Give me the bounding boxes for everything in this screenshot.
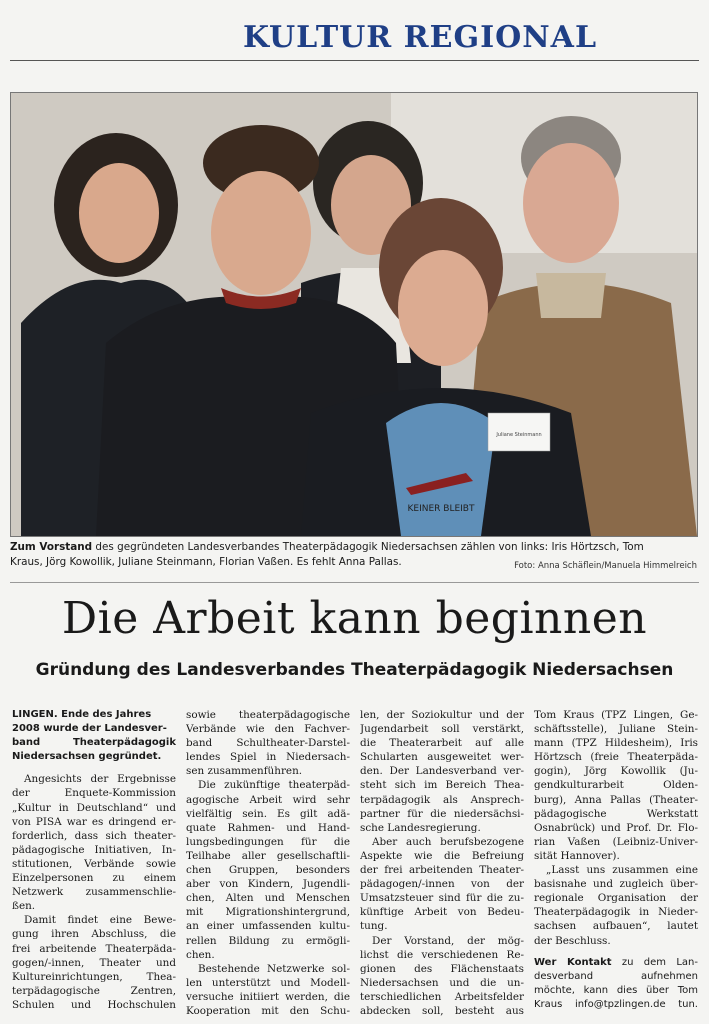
article-line: „Lasst uns zusammen eine	[546, 864, 698, 877]
article-line: lungsbedingungen für die	[186, 835, 350, 848]
article-line: gogin), Jörg Kowollik (Ju-	[534, 765, 698, 778]
article-line: gionen des Flächenstaats	[360, 962, 524, 975]
article-line: Osnabrück) und Prof. Dr. Flo-	[534, 821, 698, 834]
article-body	[12, 708, 698, 1020]
caption-line-1-text: des gegründeten Landesverbandes Theaterpädagogik Niedersachsen zählen von links: Iris Hörtzsch, Tom	[92, 541, 644, 553]
article-line: sität Hannover).	[534, 849, 620, 862]
article-line: Kraus info@tpzlingen.de tun.	[534, 998, 698, 1010]
group-photo-illustration	[11, 93, 697, 536]
header-rule	[10, 60, 699, 61]
article-line: sachsen aufbauen“, lautet	[534, 920, 698, 933]
article-line: Wer Kontakt zu dem Lan-	[534, 956, 698, 968]
section-header	[0, 0, 709, 64]
article-line: Einzelpersonen zu einem	[12, 872, 176, 885]
article-line: die Theaterarbeit auf alle	[360, 737, 524, 750]
article-line: der frei arbeitenden Theater-	[360, 864, 524, 877]
article-line: burg), Anna Pallas (Theater-	[534, 793, 698, 806]
article-line: gung ihren Abschluss, die	[12, 928, 176, 941]
article-line: Schulen und Hochschulen	[12, 998, 176, 1011]
article-line: forderlich, dass sich theater-	[12, 829, 176, 842]
article-line: ßen.	[12, 900, 36, 913]
article-line: der Enquete-Kommission	[12, 787, 176, 800]
article-line: vielfältig sein. Es gilt adä-	[186, 807, 350, 820]
article-line: partner für die niedersächsi-	[360, 807, 524, 820]
article-line: Bestehende Netzwerke sol-	[198, 962, 350, 975]
caption-lead: Zum Vorstand	[10, 541, 93, 553]
article-line: Aspekte wie die Befreiung	[360, 849, 524, 862]
article-line: versuche initiiert werden, die	[186, 990, 350, 1003]
article-line: rian Vaßen (Leibniz-Univer-	[534, 835, 698, 848]
article-line: sche Landesregierung.	[360, 821, 481, 834]
article-line: gogen/-innen, Theater und	[12, 956, 176, 969]
article-line: mann (TPZ Hildesheim), Iris	[534, 737, 698, 750]
article-line: Schularten ausgeweitet wer-	[360, 751, 524, 764]
article-line: der Beschluss.	[534, 934, 611, 947]
article-column-1	[12, 708, 176, 1020]
paragraph-gap	[534, 948, 698, 956]
article-line: basisnahe und zugleich über-	[534, 878, 698, 891]
article-line: von PISA war es dringend er-	[12, 815, 176, 828]
article-line: chen.	[186, 948, 215, 961]
article-line: Damit findet eine Bewe-	[24, 914, 176, 927]
article-line: lendes Spiel in Niedersach-	[186, 751, 350, 764]
article-line: Kooperation mit den Schu-	[186, 1004, 350, 1017]
group-photo	[10, 92, 698, 537]
article-line: Kultureinrichtungen, Thea-	[12, 970, 176, 983]
article-line: den. Der Landesverband ver-	[360, 765, 524, 778]
article-line: Tom Kraus (TPZ Lingen, Ge-	[534, 709, 698, 721]
article-line: Niedersachsen gegründet.	[12, 751, 162, 763]
article-line: Der Vorstand, der mög-	[372, 934, 524, 947]
article-column-3	[360, 708, 524, 1020]
article-line: quate Rahmen- und Hand-	[186, 821, 350, 834]
article-line: band Schultheater-Darstel-	[186, 737, 350, 750]
article-line: abdecken soll, besteht aus	[360, 1004, 524, 1017]
article-line: desverband aufnehmen	[534, 970, 698, 982]
article-subheadline: Gründung des Landesverbandes Theaterpädagogik Niedersachsen	[35, 660, 674, 680]
article-line: terschiedlichen Arbeitsfelder	[360, 990, 524, 1003]
article-line: Hörtzsch (freie Theaterpäda-	[534, 751, 698, 764]
article-line: regionale Organisation der	[534, 892, 698, 905]
article-line: sen zusammenführen.	[186, 765, 303, 778]
article-line: sowie theaterpädagogische	[186, 709, 350, 721]
article-line: LINGEN. Ende des Jahres	[12, 709, 152, 720]
article-line: Theaterpädagogik in Nieder-	[534, 906, 698, 919]
article-line: gendkulturarbeit Olden-	[534, 779, 698, 792]
article-line: chen, Alten und Menschen	[186, 892, 350, 905]
article-line: band Theaterpädagogik	[12, 737, 176, 749]
section-title: KULTUR REGIONAL	[243, 20, 598, 55]
separator-rule	[10, 582, 699, 583]
article-line: Netzwerk zusammenschlie-	[12, 886, 176, 899]
article-line: aber von Kindern, Jugendli-	[186, 878, 350, 891]
article-line: Die zukünftige theaterpäd-	[198, 779, 350, 792]
article-line: Niedersachsen und die un-	[360, 976, 524, 989]
article-line: schäftsstelle), Juliane Stein-	[534, 723, 698, 736]
article-line: lichst die verschiedenen Re-	[360, 948, 524, 961]
article-headline: Die Arbeit kann beginnen	[61, 593, 648, 644]
article-line: pädagogische Werkstatt	[534, 807, 698, 820]
article-line: terpädagogische Zentren,	[12, 984, 176, 997]
paragraph-gap	[12, 764, 176, 772]
article-column-2	[186, 708, 350, 1020]
article-line: Verbände wie den Fachver-	[186, 723, 350, 736]
article-line: len unterstützt und Modell-	[186, 976, 350, 989]
article-line: Jugendarbeit soll verstärkt,	[360, 723, 524, 736]
article-line: stitutionen, Verbände sowie	[12, 857, 176, 870]
caption-line-2: Kraus, Jörg Kowollik, Juliane Steinmann, Florian Vaßen. Es fehlt Anna Pallas.	[10, 556, 402, 568]
article-line: pädagogen/-innen von der	[360, 878, 524, 891]
article-line: Aber auch berufsbezogene	[372, 835, 524, 848]
article-line: len, der Soziokultur und der	[360, 709, 524, 721]
article-line: Teilhabe aller gesellschaftli-	[186, 849, 350, 862]
article-line: mit Migrationshintergrund,	[186, 906, 350, 919]
article-line: 2008 wurde der Landesver-	[12, 723, 167, 735]
article-line: möchte, kann dies über Tom	[534, 984, 698, 996]
contact-lead: Wer Kontakt	[534, 956, 612, 968]
article-line: terpädagogik als Ansprech-	[360, 793, 524, 806]
article-line: Umsatzsteuer sind für die zu-	[360, 892, 524, 905]
article-column-4	[534, 708, 698, 1020]
article-line: rellen Bildung zu ermögli-	[186, 934, 350, 947]
name-badge: Juliane Steinmann	[496, 432, 542, 438]
shirt-print: KEINER BLEIBT	[407, 504, 475, 514]
article-line: chen Gruppen, besonders	[186, 864, 350, 877]
article-line: pädagogische Initiativen, In-	[12, 843, 176, 856]
caption-line-1	[10, 540, 700, 555]
photo-credit: Foto: Anna Schäflein/Manuela Himmelreich	[514, 561, 697, 571]
article-line: künftige Arbeit von Bedeu-	[360, 906, 524, 919]
article-line: agogische Arbeit wird sehr	[186, 793, 350, 806]
article-line: an einer umfassenden kultu-	[186, 920, 350, 933]
article-line: Angesichts der Ergebnisse	[24, 773, 176, 786]
article-line: frei arbeitende Theaterpäda-	[12, 942, 176, 955]
article-line: tung.	[360, 920, 388, 933]
article-line: steht sich im Bereich Thea-	[360, 779, 524, 792]
article-line: „Kultur in Deutschland“ und	[12, 801, 176, 814]
